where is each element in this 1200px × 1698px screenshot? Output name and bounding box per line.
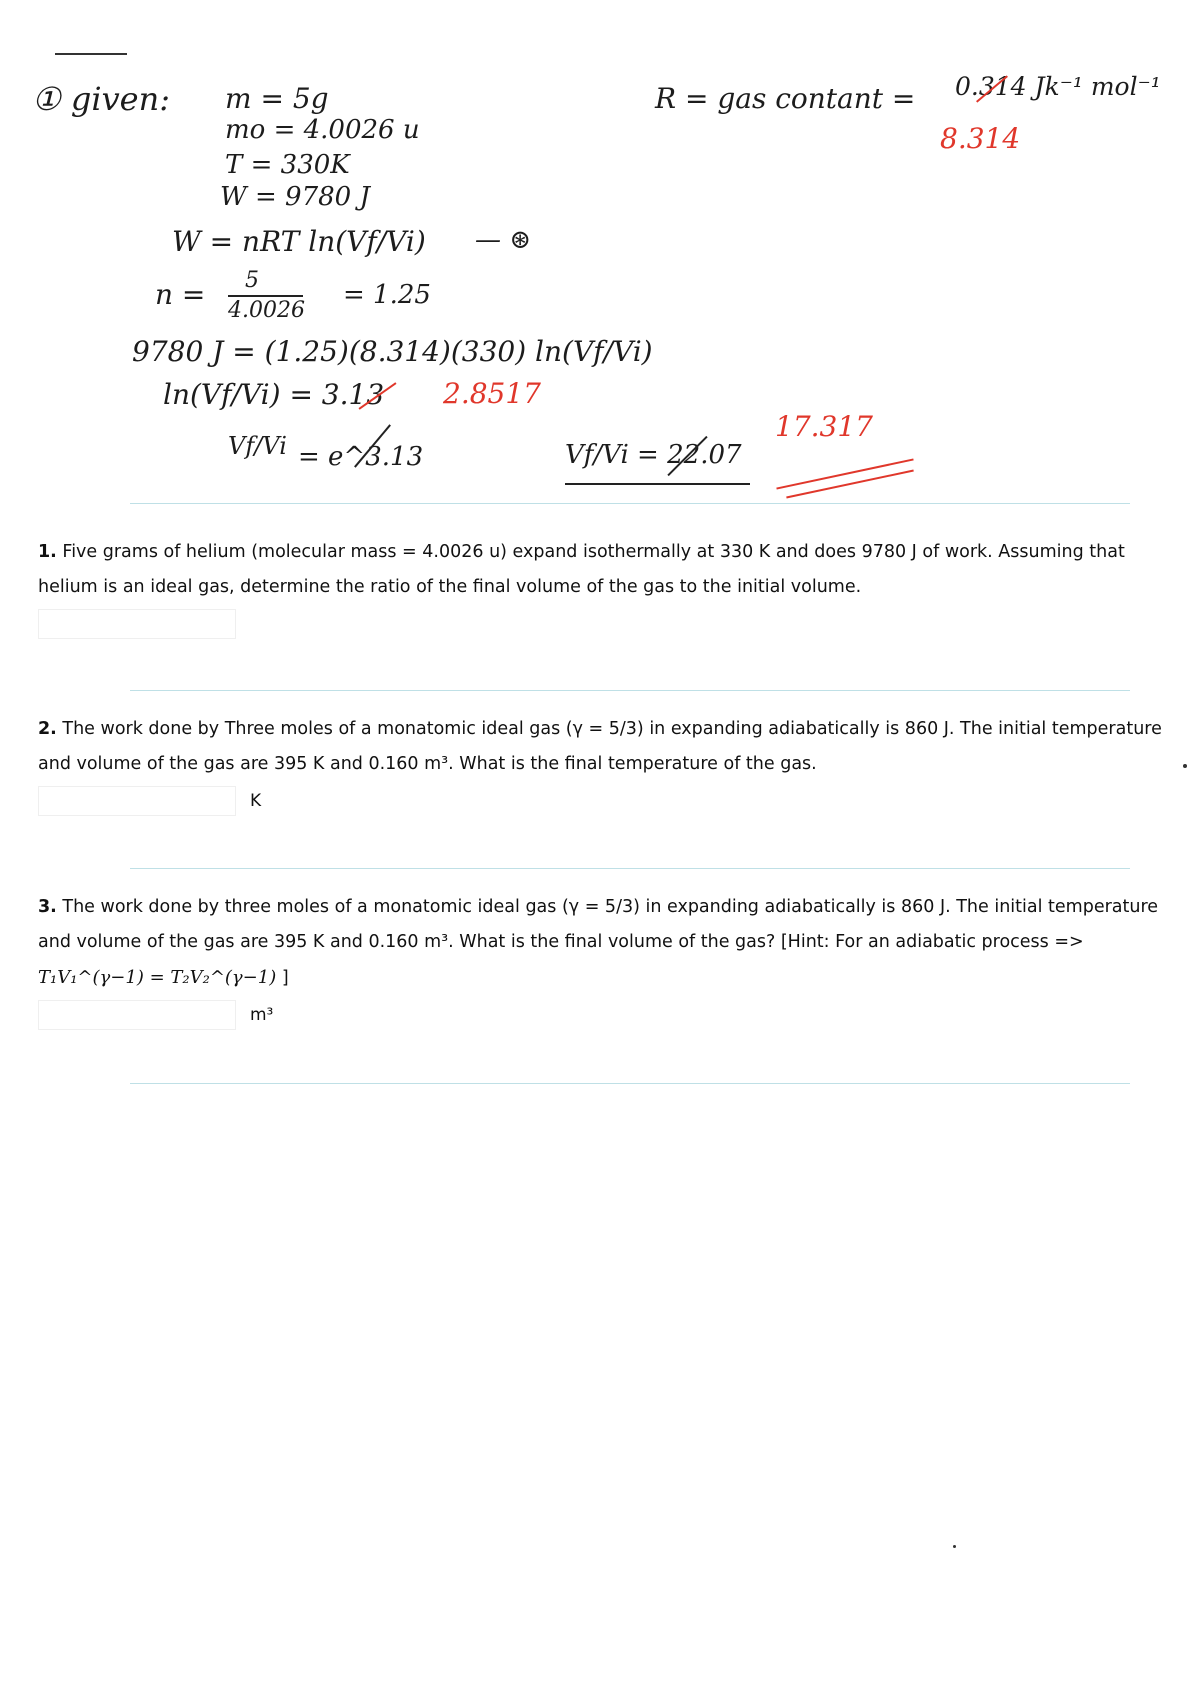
isothermal-work-equation: W = nRT ln(Vf/Vi) bbox=[172, 225, 426, 258]
answer-row bbox=[38, 998, 1168, 1032]
answer-3-input[interactable] bbox=[38, 1000, 236, 1030]
ln-ratio-line: ln(Vf/Vi) = 3.13 bbox=[163, 378, 385, 411]
moles-lhs: n = bbox=[155, 278, 206, 311]
hint-close: ] bbox=[281, 968, 289, 988]
answer-row bbox=[38, 784, 1168, 818]
given-work: W = 9780 J bbox=[220, 182, 370, 212]
question-list bbox=[38, 505, 1168, 611]
separator bbox=[130, 1083, 1130, 1084]
separator bbox=[130, 868, 1130, 869]
question-3 bbox=[38, 890, 1168, 1032]
given-mass: m = 5g bbox=[225, 82, 329, 115]
given-temperature: T = 330K bbox=[225, 150, 350, 180]
moles-denominator: 4.0026 bbox=[228, 298, 305, 323]
gas-constant-correction: 8.314 bbox=[940, 122, 1021, 155]
ratio-correction: 17.317 bbox=[775, 410, 873, 443]
unit-label: m³ bbox=[250, 1005, 274, 1025]
question-number: 1. bbox=[38, 542, 57, 562]
question-2 bbox=[38, 712, 1168, 818]
question-body: The work done by Three moles of a monatomic ideal gas (γ = 5/3) in expanding adiabatically is 860 J. The initial temperature and volume of the gas are 395 K and 0.160 m³. What is the final temperature of the gas. bbox=[38, 719, 1162, 774]
unit-label: K bbox=[250, 791, 262, 811]
separator bbox=[130, 690, 1130, 691]
ln-correction: 2.8517 bbox=[443, 377, 541, 410]
question-list-2 bbox=[38, 712, 1168, 818]
question-number: 3. bbox=[38, 897, 57, 917]
question-list-3 bbox=[38, 890, 1168, 1032]
ratio-exponential: = e^3.13 bbox=[298, 442, 424, 472]
given-label: ① given: bbox=[32, 80, 170, 118]
question-2-text bbox=[38, 712, 1168, 782]
fraction-bar bbox=[228, 295, 303, 297]
question-3-text bbox=[38, 890, 1168, 996]
answer-row bbox=[38, 607, 1168, 641]
separator bbox=[130, 503, 1130, 504]
ratio-result: Vf/Vi = 22.07 bbox=[565, 440, 742, 470]
hint-formula: T₁V₁^(γ−1) = T₂V₂^(γ−1) bbox=[38, 967, 277, 988]
gas-constant-label: R = gas contant = bbox=[655, 82, 916, 115]
gas-constant-value: 0.314 Jk⁻¹ mol⁻¹ bbox=[955, 72, 1161, 101]
answer-1-input[interactable] bbox=[38, 609, 236, 639]
substitution-line: 9780 J = (1.25)(8.314)(330) ln(Vf/Vi) bbox=[132, 335, 653, 368]
question-number: 2. bbox=[38, 719, 57, 739]
underline bbox=[565, 483, 750, 485]
ratio-lhs: Vf/Vi bbox=[228, 432, 287, 460]
question-1-text bbox=[38, 535, 1168, 605]
answer-2-input[interactable] bbox=[38, 786, 236, 816]
moles-result: = 1.25 bbox=[343, 280, 431, 310]
question-body: The work done by three moles of a monatomic ideal gas (γ = 5/3) in expanding adiabatically is 860 J. The initial temperature and volume of the gas are 395 K and 0.160 m³. What is the final volume of the gas? [Hint: For an adiabatic process => bbox=[38, 897, 1159, 952]
question-body: Five grams of helium (molecular mass = 4.0026 u) expand isothermally at 330 K and does 9780 J of work. Assuming that helium is an ideal gas, determine the ratio of the final volume of the gas to the initial volume. bbox=[38, 542, 1125, 597]
equation-marker: — ⊛ bbox=[475, 225, 532, 255]
question-1 bbox=[38, 535, 1168, 641]
given-molecular-mass: mo = 4.0026 u bbox=[225, 115, 420, 145]
scan-speck bbox=[1183, 764, 1187, 768]
pen-stroke bbox=[55, 53, 127, 55]
moles-numerator: 5 bbox=[245, 268, 259, 293]
scan-speck bbox=[953, 1545, 956, 1548]
